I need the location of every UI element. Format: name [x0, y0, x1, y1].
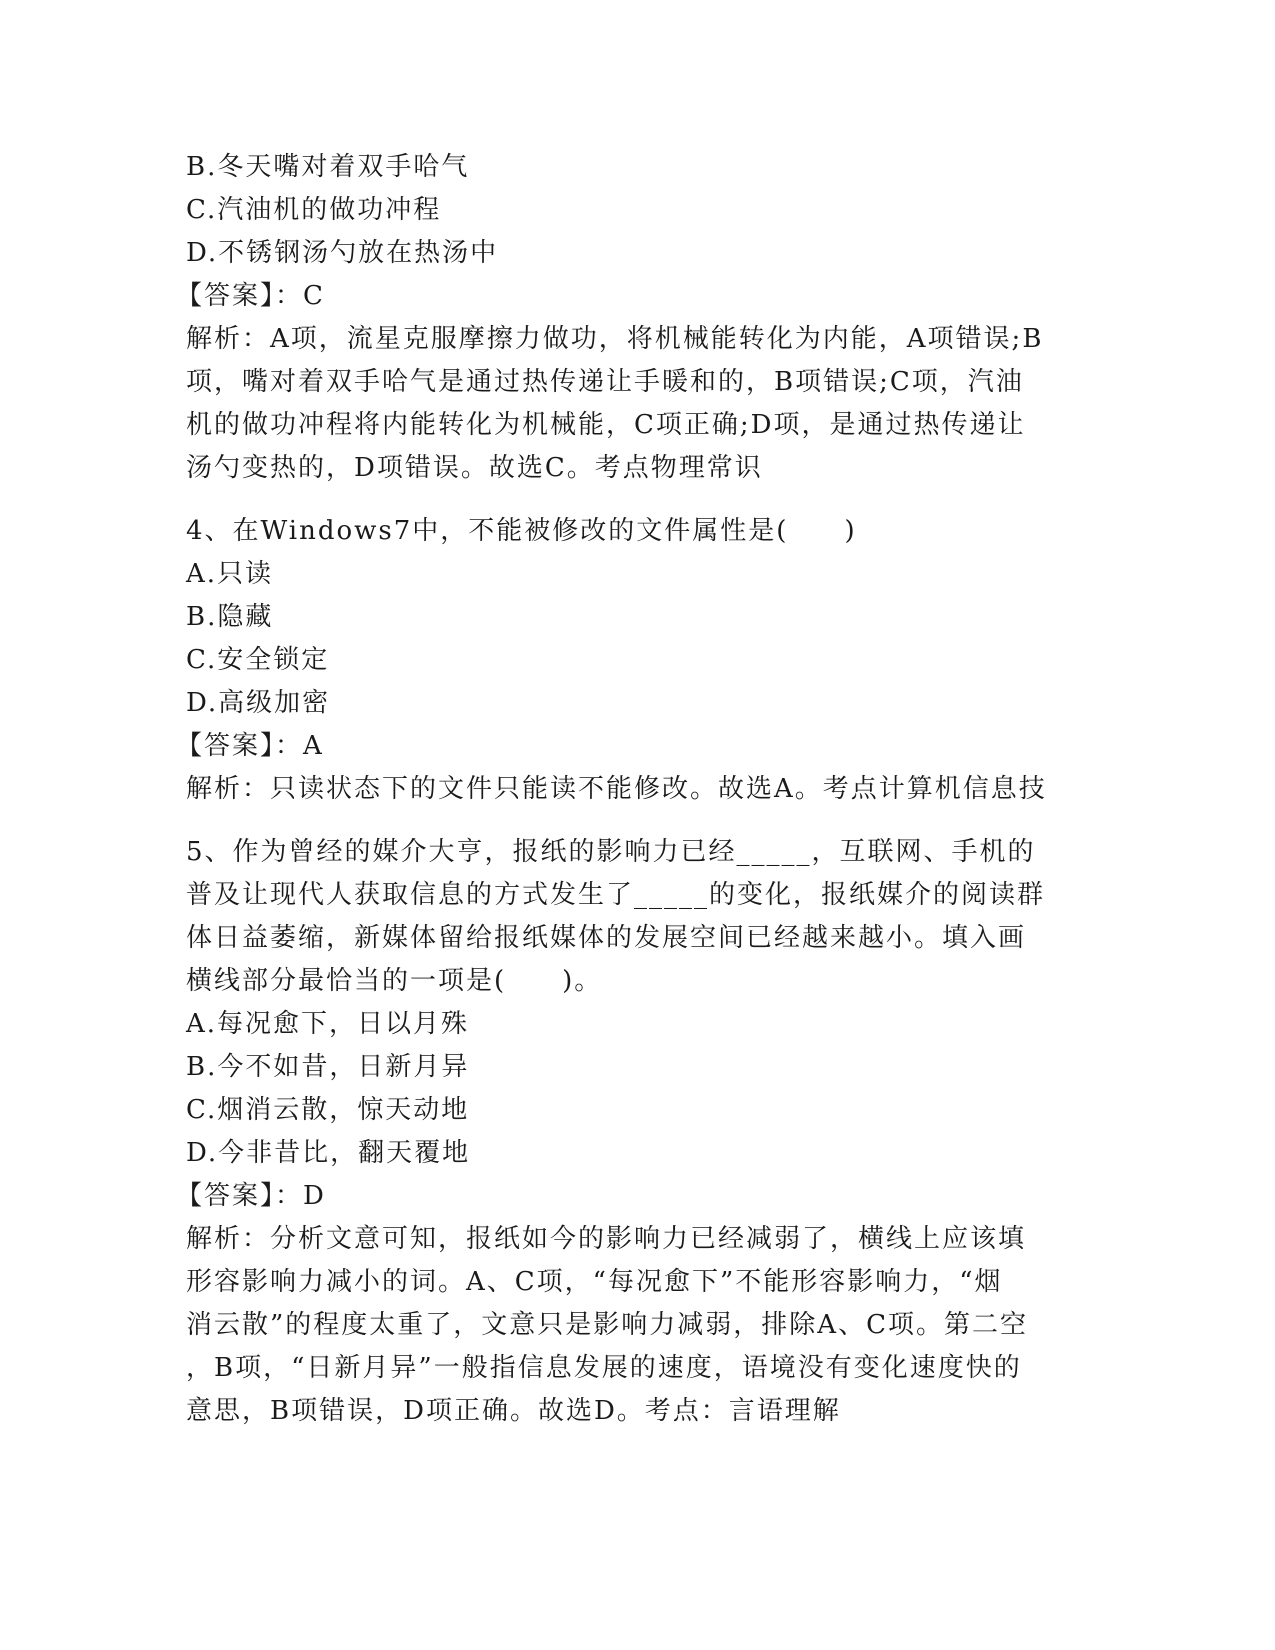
option-c: C.安全锁定 — [186, 645, 330, 675]
question-4-analysis: 解析：只读状态下的文件只能读不能修改。故选A。考点计算机信息技 — [186, 774, 1047, 804]
stem-line: 横线部分最恰当的一项是( )。 — [186, 966, 603, 996]
analysis-line: 形容影响力减小的词。A、C项，“每况愈下”不能形容影响力，“烟 — [186, 1267, 1003, 1297]
option-d: D.今非昔比，翻天覆地 — [186, 1138, 471, 1168]
option-b: B.今不如昔，日新月异 — [186, 1052, 470, 1082]
option-b: B.隐藏 — [186, 602, 274, 632]
document-content — [176, 146, 1086, 1433]
option-d: D.高级加密 — [186, 688, 331, 718]
question-3-answer: 【答案】：C — [176, 281, 325, 311]
analysis-line: 意思，B项错误，D项正确。故选D。考点：言语理解 — [186, 1396, 841, 1426]
analysis-line: 解析：分析文意可知，报纸如今的影响力已经减弱了，横线上应该填 — [186, 1224, 1027, 1254]
option-c: C.烟消云散，惊天动地 — [186, 1095, 470, 1125]
analysis-line: 消云散”的程度太重了，文意只是影响力减弱，排除A、C项。第二空 — [186, 1310, 1028, 1340]
analysis-line: ，B项，“日新月异”一般指信息发展的速度，语境没有变化速度快的 — [186, 1353, 1022, 1383]
question-5-analysis — [186, 1218, 1086, 1433]
question-4-options — [186, 553, 1086, 725]
option-d: D.不锈钢汤勺放在热汤中 — [186, 238, 499, 268]
question-4-stem: 4、在Windows7中，不能被修改的文件属性是( ) — [186, 516, 857, 546]
question-5-options — [186, 1003, 1086, 1175]
question-3-options — [186, 146, 1086, 275]
question-3-analysis — [186, 318, 1086, 490]
analysis-line: 汤勺变热的，D项错误。故选C。考点物理常识 — [186, 453, 763, 483]
analysis-line: 机的做功冲程将内能转化为机械能，C项正确;D项，是通过热传递让 — [186, 410, 1026, 440]
question-5-answer: 【答案】：D — [176, 1181, 326, 1211]
option-a: A.只读 — [186, 559, 274, 589]
analysis-line: 解析：A项，流星克服摩擦力做功，将机械能转化为内能，A项错误;B — [186, 324, 1044, 354]
question-5-stem — [186, 831, 1086, 1003]
option-b: B.冬天嘴对着双手哈气 — [186, 152, 470, 182]
question-4-answer: 【答案】：A — [176, 731, 324, 761]
stem-line: 普及让现代人获取信息的方式发生了_____的变化，报纸媒介的阅读群 — [186, 880, 1046, 910]
stem-line: 体日益萎缩，新媒体留给报纸媒体的发展空间已经越来越小。填入画 — [186, 923, 1027, 953]
option-a: A.每况愈下，日以月殊 — [186, 1009, 470, 1039]
option-c: C.汽油机的做功冲程 — [186, 195, 442, 225]
stem-line: 5、作为曾经的媒介大亨，报纸的影响力已经_____，互联网、手机的 — [186, 837, 1036, 867]
analysis-line: 项，嘴对着双手哈气是通过热传递让手暖和的，B项错误;C项，汽油 — [186, 367, 1024, 397]
